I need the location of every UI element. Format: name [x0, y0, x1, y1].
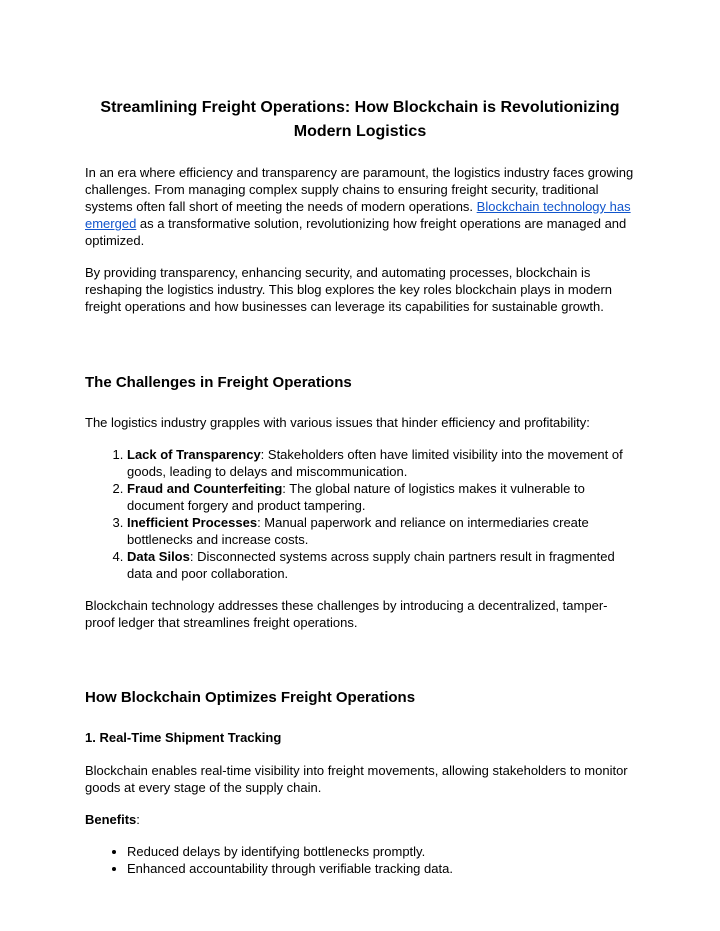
intro-paragraph-1	[85, 164, 635, 249]
section-spacer	[85, 646, 635, 688]
document-title: Streamlining Freight Operations: How Blockchain is Revolutionizing Modern Logistics	[100, 99, 620, 140]
list-item-text: : Disconnected systems across supply chain partners result in fragmented data and poor collaboration.	[127, 549, 615, 581]
benefits-label: Benefits	[85, 812, 137, 827]
challenges-lead: The logistics industry grapples with various issues that hinder efficiency and profitability:	[85, 415, 590, 430]
list-item	[127, 446, 635, 480]
challenges-heading: The Challenges in Freight Operations	[85, 374, 352, 391]
benefits-list	[85, 843, 635, 877]
blockchain-emerged-link[interactable]: Blockchain technology has emerged	[85, 199, 631, 231]
benefits-label-line	[85, 811, 635, 828]
list-item-text: : Stakeholders often have limited visibility into the movement of goods, leading to delays and miscommunication.	[127, 447, 623, 479]
list-item-term: Inefficient Processes	[127, 515, 258, 530]
intro-paragraph-2: By providing transparency, enhancing security, and automating processes, blockchain is reshaping the logistics industry. This blog explores the key roles blockchain plays in modern freight operations and how businesses can leverage its capabilities for sustainable growth.	[85, 265, 613, 314]
list-item-text: : The global nature of logistics makes it vulnerable to document forgery and product tampering.	[127, 481, 585, 513]
list-item-text: : Manual paperwork and reliance on intermediaries create bottlenecks and increase costs.	[127, 515, 589, 547]
list-item	[127, 480, 635, 514]
tracking-body: Blockchain enables real-time visibility into freight movements, allowing stakeholders to monitor goods at every stage of the supply chain.	[85, 763, 628, 795]
benefits-colon: :	[136, 812, 140, 827]
intro-text-after-link: as a transformative solution, revolutionizing how freight operations are managed and optimized.	[85, 216, 627, 248]
challenges-closing: Blockchain technology addresses these challenges by introducing a decentralized, tamper-proof ledger that streamlines freight operations.	[85, 598, 608, 630]
list-item-term: Fraud and Counterfeiting	[127, 481, 283, 496]
list-item	[127, 514, 635, 548]
list-item	[127, 548, 635, 582]
list-item: • Enhanced accountability through verifiable tracking data.	[127, 860, 635, 877]
challenges-list	[85, 446, 635, 582]
list-item-term: Data Silos	[127, 549, 190, 564]
tracking-subheading: 1. Real-Time Shipment Tracking	[85, 730, 282, 745]
section-spacer	[85, 330, 635, 373]
optimizes-heading: How Blockchain Optimizes Freight Operations	[85, 689, 416, 706]
intro-text-before-link: In an era where efficiency and transparency are paramount, the logistics industry faces growing challenges. From managing complex supply chains to ensuring freight security, traditional systems often fall short of meeting the needs of modern operations.	[85, 165, 634, 214]
list-item-term: Lack of Transparency	[127, 447, 261, 462]
document-page	[85, 96, 635, 877]
list-item: • Reduced delays by identifying bottlenecks promptly.	[127, 843, 635, 860]
